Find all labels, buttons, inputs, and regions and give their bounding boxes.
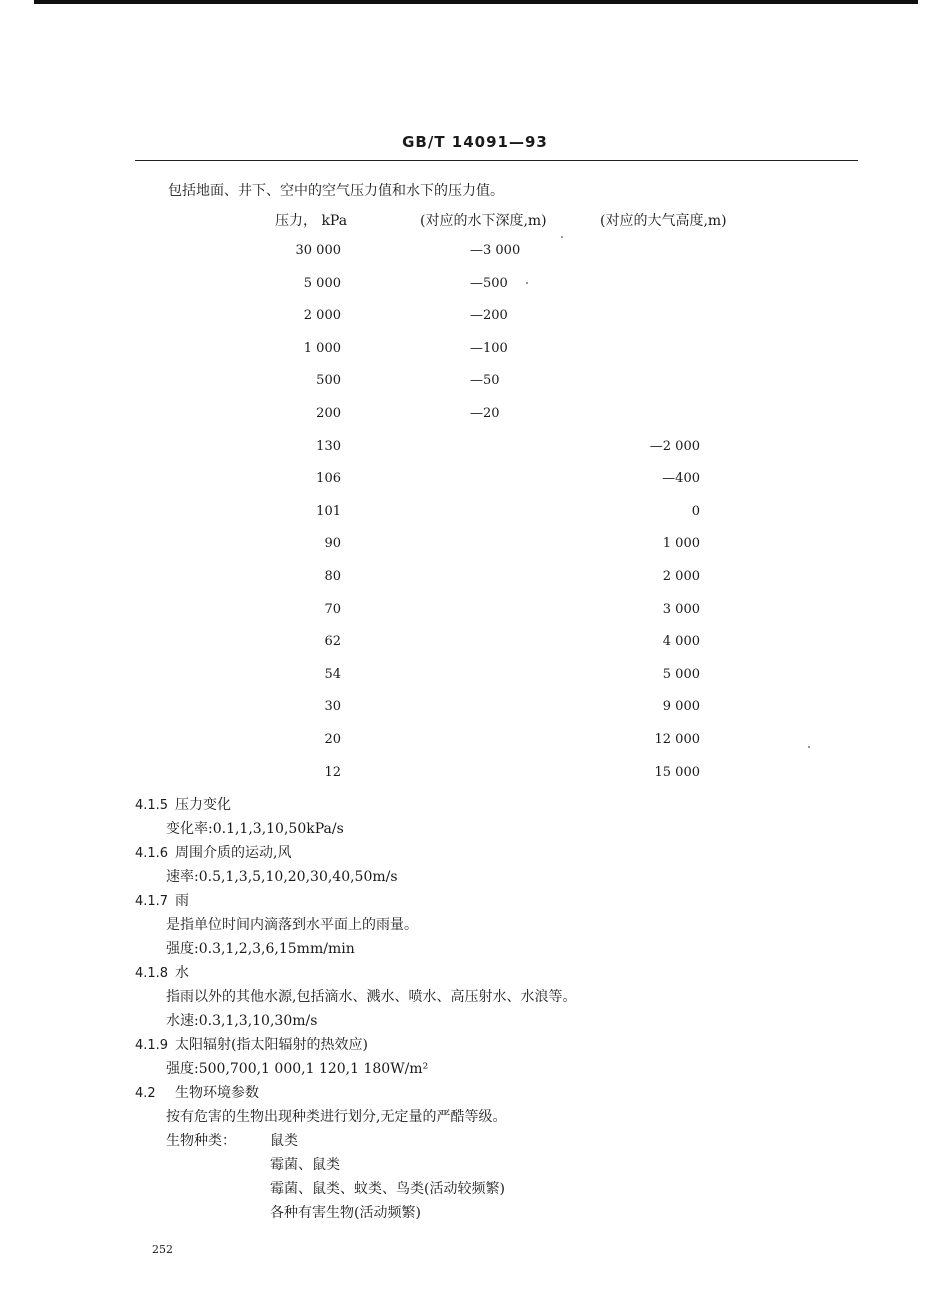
pressure-cell: 1 000 <box>303 341 341 356</box>
section-number: 4.1.7 <box>135 894 169 909</box>
pressure-cell: 80 <box>324 569 341 584</box>
bio-item: 霉菌、鼠类、蚊类、鸟类(活动较频繁) <box>270 1181 505 1197</box>
section-title: 雨 <box>175 893 189 909</box>
altitude-cell: —2 000 <box>649 439 700 454</box>
pressure-cell: 70 <box>324 602 341 617</box>
bio-item: 霉菌、鼠类 <box>270 1157 340 1173</box>
section-title: 水 <box>175 965 189 981</box>
section-4-1-9-heading <box>135 1034 368 1054</box>
column-header-pressure: 压力， kPa <box>275 213 348 229</box>
bio-species-label: 生物种类： <box>166 1133 236 1149</box>
section-title: 周围介质的运动,风 <box>175 845 292 861</box>
altitude-cell: 9 000 <box>662 699 700 714</box>
column-header-depth: (对应的水下深度,m) <box>420 213 547 229</box>
depth-cell: —50 <box>470 373 500 388</box>
header-divider <box>135 160 858 161</box>
pressure-cell: 200 <box>316 406 341 421</box>
pressure-cell: 12 <box>324 765 341 780</box>
altitude-cell: 3 000 <box>662 602 700 617</box>
section-title: 压力变化 <box>175 797 231 813</box>
pressure-cell: 62 <box>324 634 341 649</box>
altitude-cell: 5 000 <box>662 667 700 682</box>
altitude-cell: 1 000 <box>662 536 700 551</box>
top-border-rule <box>34 0 918 4</box>
altitude-cell: —400 <box>662 471 700 486</box>
depth-cell: —20 <box>470 406 500 421</box>
page-number: 252 <box>152 1243 173 1256</box>
pressure-cell: 106 <box>316 471 341 486</box>
depth-cell: —500 <box>470 276 508 291</box>
altitude-cell: 15 000 <box>654 765 700 780</box>
water-definition: 指雨以外的其他水源,包括滴水、溅水、喷水、高压射水、水浪等。 <box>166 989 577 1005</box>
pressure-cell: 130 <box>316 439 341 454</box>
bio-classification-note: 按有危害的生物出现种类进行划分,无定量的严酷等级。 <box>166 1109 507 1125</box>
pressure-cell: 101 <box>316 504 341 519</box>
bio-item: 各种有害生物(活动频繁) <box>270 1205 421 1221</box>
section-number: 4.1.9 <box>135 1038 169 1053</box>
altitude-cell: 12 000 <box>654 732 700 747</box>
rain-intensity-values: 强度:0.3,1,2,3,6,15mm/min <box>166 941 355 957</box>
section-number: 4.2 <box>135 1086 156 1101</box>
standard-code-header: GB/T 14091—93 <box>402 133 548 151</box>
intro-paragraph: 包括地面、井下、空中的空气压力值和水下的压力值。 <box>168 183 504 199</box>
scan-speck <box>808 746 810 748</box>
pressure-cell: 500 <box>316 373 341 388</box>
section-title: 太阳辐射(指太阳辐射的热效应) <box>175 1037 368 1053</box>
section-4-1-5-heading <box>135 794 231 814</box>
section-title: 生物环境参数 <box>175 1085 259 1101</box>
section-4-2-heading <box>135 1082 259 1102</box>
scan-speck <box>526 282 528 284</box>
section-number: 4.1.8 <box>135 966 169 981</box>
wind-speed-values: 速率:0.5,1,3,5,10,20,30,40,50m/s <box>166 869 398 885</box>
depth-cell: —3 000 <box>470 243 521 258</box>
pressure-cell: 90 <box>324 536 341 551</box>
section-4-1-6-heading <box>135 842 291 862</box>
rain-definition: 是指单位时间内滴落到水平面上的雨量。 <box>166 917 418 933</box>
pressure-cell: 2 000 <box>303 308 341 323</box>
section-4-1-8-heading <box>135 962 189 982</box>
pressure-change-rate: 变化率:0.1,1,3,10,50kPa/s <box>166 821 344 837</box>
section-number: 4.1.5 <box>135 798 169 813</box>
depth-cell: —200 <box>470 308 508 323</box>
pressure-cell: 20 <box>324 732 341 747</box>
column-header-altitude: (对应的大气高度,m) <box>600 213 727 229</box>
altitude-cell: 2 000 <box>662 569 700 584</box>
scan-speck <box>561 236 563 238</box>
bio-item: 鼠类 <box>270 1133 298 1149</box>
depth-cell: —100 <box>470 341 508 356</box>
altitude-cell: 4 000 <box>662 634 700 649</box>
solar-intensity-values: 强度:500,700,1 000,1 120,1 180W/m² <box>166 1061 429 1077</box>
section-number: 4.1.6 <box>135 846 169 861</box>
pressure-cell: 5 000 <box>303 276 341 291</box>
pressure-cell: 30 <box>324 699 341 714</box>
pressure-cell: 30 000 <box>295 243 341 258</box>
altitude-cell: 0 <box>691 504 700 519</box>
water-speed-values: 水速:0.3,1,3,10,30m/s <box>166 1013 318 1029</box>
pressure-cell: 54 <box>324 667 341 682</box>
section-4-1-7-heading <box>135 890 189 910</box>
